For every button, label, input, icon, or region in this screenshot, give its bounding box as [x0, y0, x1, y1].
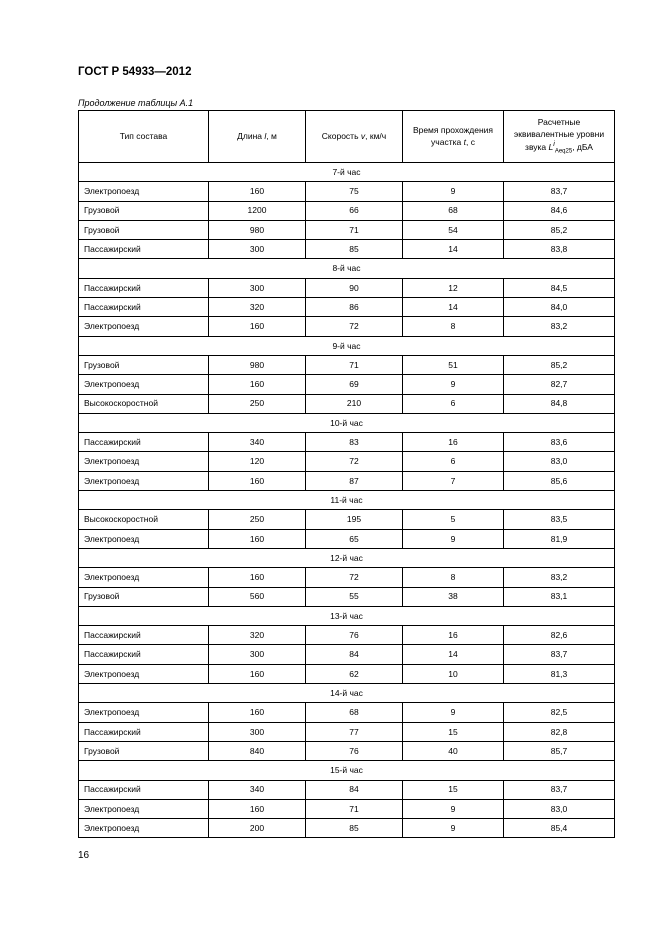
cell-noise-level: 83,8 [504, 240, 615, 259]
cell-passage-time: 9 [403, 529, 504, 548]
table-row [79, 626, 615, 645]
table-row [79, 703, 615, 722]
cell-speed: 83 [306, 433, 403, 452]
table-row [79, 355, 615, 374]
hour-group-row [79, 491, 615, 510]
cell-speed: 65 [306, 529, 403, 548]
cell-passage-time: 9 [403, 799, 504, 818]
cell-train-type: Пассажирский [79, 278, 209, 297]
cell-noise-level: 83,1 [504, 587, 615, 606]
cell-speed: 84 [306, 645, 403, 664]
cell-train-type: Пассажирский [79, 240, 209, 259]
cell-noise-level: 83,7 [504, 182, 615, 201]
cell-speed: 90 [306, 278, 403, 297]
cell-noise-level: 83,7 [504, 645, 615, 664]
col-header-length: Длина l, м [209, 111, 306, 163]
cell-noise-level: 83,0 [504, 799, 615, 818]
cell-passage-time: 14 [403, 298, 504, 317]
cell-train-type: Высокоскоростной [79, 394, 209, 413]
cell-passage-time: 10 [403, 664, 504, 683]
cell-train-type: Грузовой [79, 587, 209, 606]
cell-train-type: Электропоезд [79, 317, 209, 336]
cell-noise-level: 81,9 [504, 529, 615, 548]
cell-length: 840 [209, 741, 306, 760]
cell-noise-level: 83,5 [504, 510, 615, 529]
cell-length: 300 [209, 278, 306, 297]
page-number: 16 [78, 850, 90, 861]
cell-passage-time: 15 [403, 780, 504, 799]
cell-speed: 75 [306, 182, 403, 201]
table-row [79, 240, 615, 259]
cell-length: 160 [209, 182, 306, 201]
cell-passage-time: 9 [403, 703, 504, 722]
cell-passage-time: 8 [403, 568, 504, 587]
hour-group-row [79, 163, 615, 182]
cell-noise-level: 84,5 [504, 278, 615, 297]
cell-train-type: Грузовой [79, 220, 209, 239]
cell-passage-time: 14 [403, 645, 504, 664]
table-row [79, 819, 615, 838]
cell-length: 200 [209, 819, 306, 838]
cell-noise-level: 85,4 [504, 819, 615, 838]
cell-noise-level: 81,3 [504, 664, 615, 683]
hour-group-label: 8-й час [79, 259, 615, 278]
hour-group-row [79, 548, 615, 567]
cell-train-type: Электропоезд [79, 529, 209, 548]
cell-length: 120 [209, 452, 306, 471]
cell-passage-time: 6 [403, 394, 504, 413]
document-title: ГОСТ Р 54933—2012 [78, 66, 192, 78]
cell-speed: 76 [306, 741, 403, 760]
cell-train-type: Электропоезд [79, 819, 209, 838]
cell-speed: 62 [306, 664, 403, 683]
table-row [79, 182, 615, 201]
cell-noise-level: 82,8 [504, 722, 615, 741]
cell-passage-time: 54 [403, 220, 504, 239]
cell-passage-time: 16 [403, 433, 504, 452]
cell-speed: 71 [306, 220, 403, 239]
table-row [79, 433, 615, 452]
cell-train-type: Высокоскоростной [79, 510, 209, 529]
cell-speed: 71 [306, 355, 403, 374]
cell-length: 300 [209, 645, 306, 664]
hour-group-label: 14-й час [79, 684, 615, 703]
table-row [79, 587, 615, 606]
cell-train-type: Грузовой [79, 741, 209, 760]
cell-passage-time: 9 [403, 182, 504, 201]
cell-length: 160 [209, 375, 306, 394]
cell-noise-level: 83,0 [504, 452, 615, 471]
cell-speed: 72 [306, 452, 403, 471]
hour-group-label: 10-й час [79, 413, 615, 432]
cell-length: 160 [209, 568, 306, 587]
cell-passage-time: 14 [403, 240, 504, 259]
cell-train-type: Грузовой [79, 355, 209, 374]
cell-length: 300 [209, 722, 306, 741]
cell-passage-time: 40 [403, 741, 504, 760]
cell-passage-time: 5 [403, 510, 504, 529]
cell-speed: 84 [306, 780, 403, 799]
cell-speed: 55 [306, 587, 403, 606]
table-row [79, 298, 615, 317]
cell-length: 160 [209, 471, 306, 490]
cell-noise-level: 84,6 [504, 201, 615, 220]
table-row [79, 278, 615, 297]
cell-noise-level: 82,7 [504, 375, 615, 394]
cell-train-type: Электропоезд [79, 471, 209, 490]
cell-length: 160 [209, 664, 306, 683]
hour-group-row [79, 336, 615, 355]
hour-group-label: 15-й час [79, 761, 615, 780]
table-row [79, 529, 615, 548]
hour-group-row [79, 761, 615, 780]
cell-noise-level: 85,6 [504, 471, 615, 490]
cell-passage-time: 15 [403, 722, 504, 741]
cell-noise-level: 84,8 [504, 394, 615, 413]
cell-passage-time: 7 [403, 471, 504, 490]
cell-train-type: Пассажирский [79, 722, 209, 741]
cell-length: 980 [209, 220, 306, 239]
cell-train-type: Пассажирский [79, 645, 209, 664]
cell-train-type: Электропоезд [79, 703, 209, 722]
hour-group-label: 13-й час [79, 606, 615, 625]
cell-speed: 76 [306, 626, 403, 645]
cell-noise-level: 85,2 [504, 355, 615, 374]
train-noise-table [78, 110, 615, 838]
cell-speed: 69 [306, 375, 403, 394]
cell-length: 250 [209, 394, 306, 413]
cell-passage-time: 16 [403, 626, 504, 645]
table-row [79, 664, 615, 683]
cell-speed: 68 [306, 703, 403, 722]
cell-noise-level: 83,6 [504, 433, 615, 452]
cell-length: 250 [209, 510, 306, 529]
cell-noise-level: 82,5 [504, 703, 615, 722]
cell-passage-time: 8 [403, 317, 504, 336]
cell-train-type: Электропоезд [79, 182, 209, 201]
table-row [79, 722, 615, 741]
cell-train-type: Электропоезд [79, 799, 209, 818]
cell-noise-level: 83,2 [504, 568, 615, 587]
hour-group-label: 9-й час [79, 336, 615, 355]
table-row [79, 201, 615, 220]
cell-noise-level: 85,2 [504, 220, 615, 239]
cell-noise-level: 82,6 [504, 626, 615, 645]
cell-passage-time: 6 [403, 452, 504, 471]
table-row [79, 741, 615, 760]
cell-passage-time: 51 [403, 355, 504, 374]
hour-group-row [79, 684, 615, 703]
table-row [79, 510, 615, 529]
cell-passage-time: 38 [403, 587, 504, 606]
cell-train-type: Грузовой [79, 201, 209, 220]
cell-speed: 86 [306, 298, 403, 317]
cell-length: 560 [209, 587, 306, 606]
cell-passage-time: 68 [403, 201, 504, 220]
cell-train-type: Электропоезд [79, 664, 209, 683]
table-row [79, 394, 615, 413]
col-header-passage-time: Время прохождения участка t, с [403, 111, 504, 163]
cell-length: 160 [209, 317, 306, 336]
cell-passage-time: 12 [403, 278, 504, 297]
cell-length: 1200 [209, 201, 306, 220]
cell-speed: 87 [306, 471, 403, 490]
table-row [79, 799, 615, 818]
col-header-speed: Скорость v, км/ч [306, 111, 403, 163]
table-row [79, 375, 615, 394]
table-body [79, 163, 615, 838]
cell-train-type: Пассажирский [79, 626, 209, 645]
cell-speed: 85 [306, 240, 403, 259]
cell-noise-level: 85,7 [504, 741, 615, 760]
table-row [79, 568, 615, 587]
hour-group-label: 11-й час [79, 491, 615, 510]
cell-train-type: Электропоезд [79, 568, 209, 587]
cell-speed: 210 [306, 394, 403, 413]
hour-group-row [79, 413, 615, 432]
col-header-train-type: Тип состава [79, 111, 209, 163]
col-header-noise-level: Расчетные эквивалентные уровни звука $L^i_{Aeq25}$, дБА [504, 111, 615, 163]
cell-speed: 85 [306, 819, 403, 838]
table-row [79, 645, 615, 664]
cell-length: 980 [209, 355, 306, 374]
cell-speed: 77 [306, 722, 403, 741]
cell-noise-level: 84,0 [504, 298, 615, 317]
cell-length: 320 [209, 626, 306, 645]
hour-group-label: 7-й час [79, 163, 615, 182]
hour-group-row [79, 259, 615, 278]
cell-speed: 195 [306, 510, 403, 529]
hour-group-row [79, 606, 615, 625]
table-row [79, 452, 615, 471]
cell-train-type: Пассажирский [79, 433, 209, 452]
cell-speed: 71 [306, 799, 403, 818]
cell-train-type: Электропоезд [79, 452, 209, 471]
table-caption: Продолжение таблицы А.1 [78, 98, 194, 108]
cell-length: 160 [209, 703, 306, 722]
cell-speed: 66 [306, 201, 403, 220]
cell-length: 160 [209, 799, 306, 818]
table-row [79, 780, 615, 799]
hour-group-label: 12-й час [79, 548, 615, 567]
cell-length: 160 [209, 529, 306, 548]
cell-length: 340 [209, 433, 306, 452]
cell-train-type: Пассажирский [79, 780, 209, 799]
cell-noise-level: 83,7 [504, 780, 615, 799]
cell-speed: 72 [306, 568, 403, 587]
cell-train-type: Электропоезд [79, 375, 209, 394]
cell-length: 320 [209, 298, 306, 317]
cell-length: 300 [209, 240, 306, 259]
cell-passage-time: 9 [403, 375, 504, 394]
cell-length: 340 [209, 780, 306, 799]
table-row [79, 317, 615, 336]
table-row [79, 471, 615, 490]
cell-speed: 72 [306, 317, 403, 336]
table-header-row [79, 111, 615, 163]
cell-train-type: Пассажирский [79, 298, 209, 317]
cell-passage-time: 9 [403, 819, 504, 838]
cell-noise-level: 83,2 [504, 317, 615, 336]
table-row [79, 220, 615, 239]
